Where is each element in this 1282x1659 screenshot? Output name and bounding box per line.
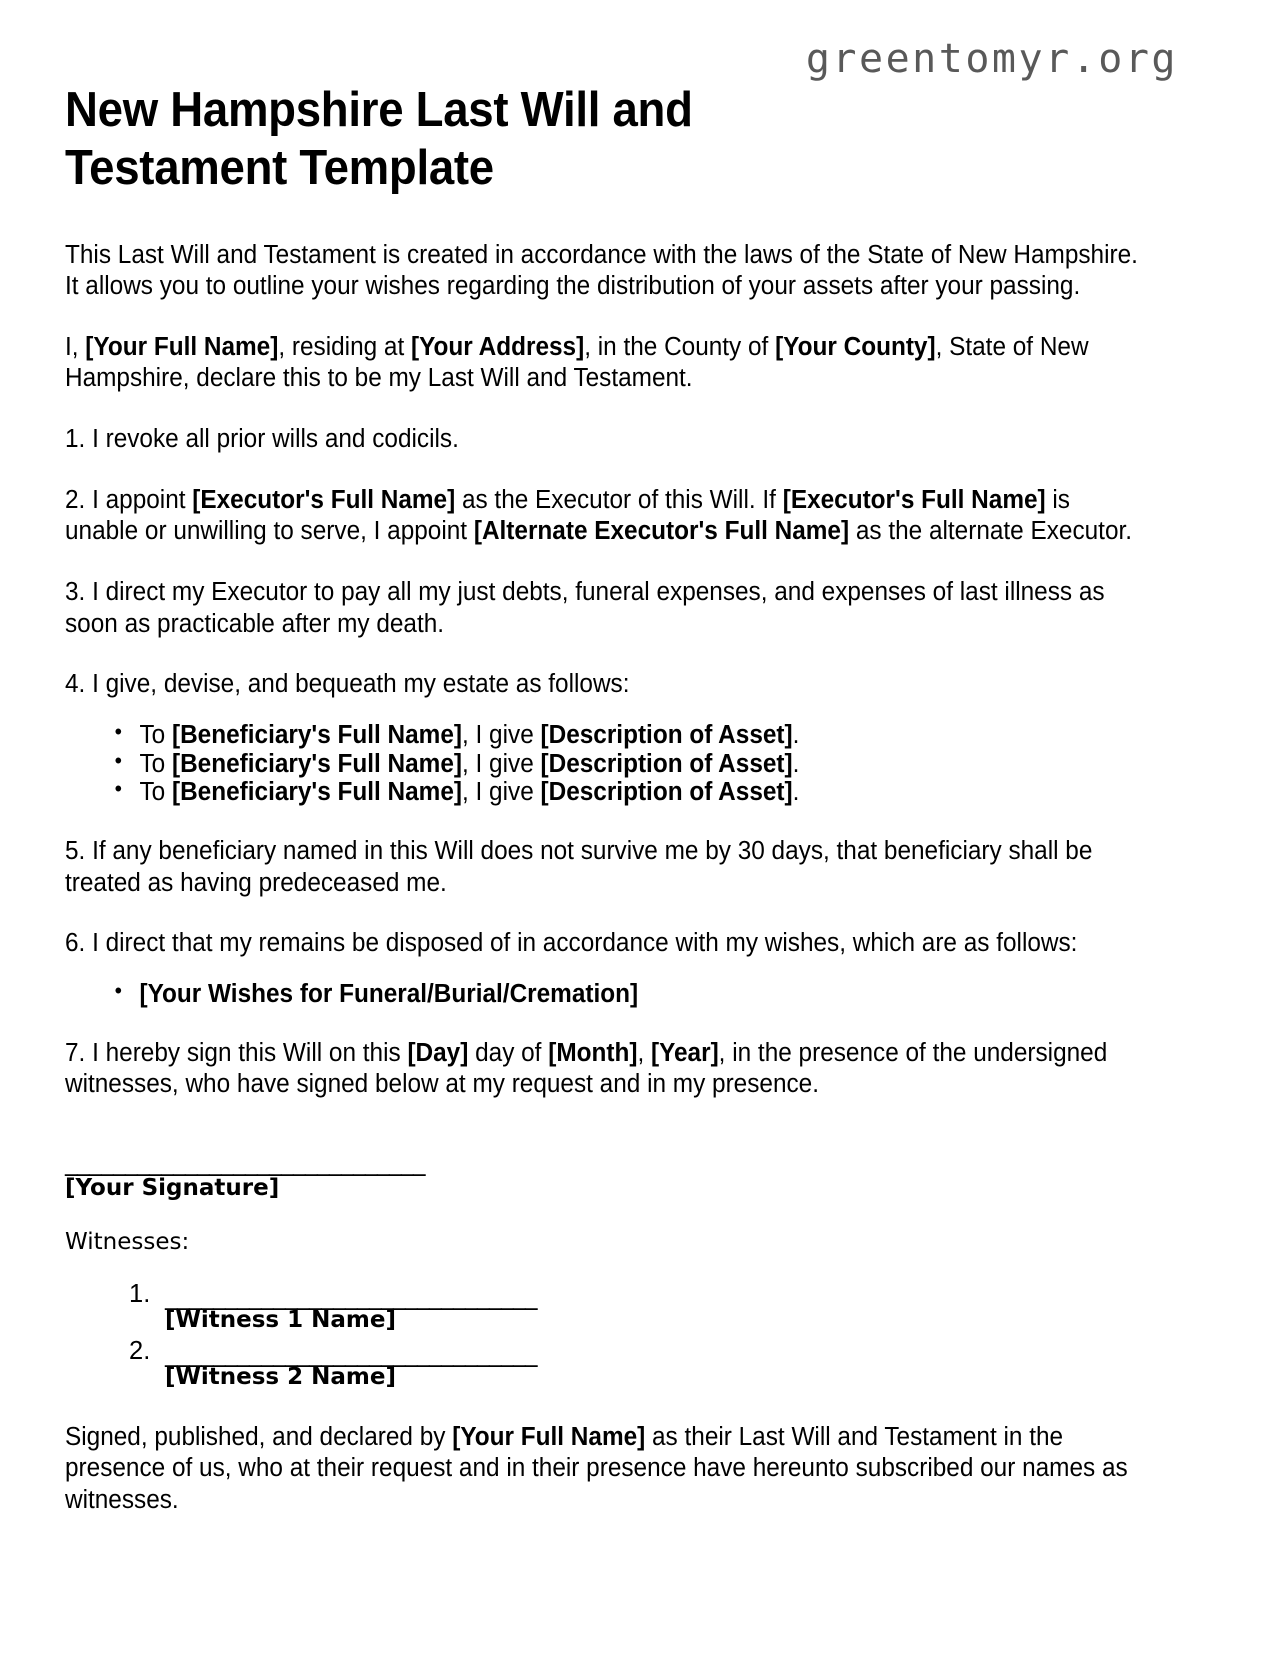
witness-1-name: [Witness 1 Name] [165,1306,396,1333]
list-item [139,750,1142,779]
clause-5: 5. If any beneficiary named in this Will does not survive me by 30 days, that beneficiary shall be treated as having predeceased me. [65,837,1093,897]
placeholder-alternate-executor-full-name: [Alternate Executor's Full Name] [473,517,850,546]
placeholder-day: [Day] [407,1038,469,1067]
clause-7-text-3: , [637,1038,651,1067]
placeholder-beneficiary-full-name: [Beneficiary's Full Name] [171,778,462,807]
placeholder-funeral-wishes: [Your Wishes for Funeral/Burial/Cremation] [139,979,639,1008]
clause-2-text-3: is unable or unwilling to serve, I appoint [65,485,1070,546]
witnesses-heading: Witnesses: [65,1228,190,1255]
clause-7-text-2: day of [468,1038,549,1067]
spacer [65,807,1145,836]
list-item [139,778,1142,807]
signature-label: [Your Signature] [65,1175,280,1202]
spacer [65,899,1145,928]
page-title: New Hampshire Last Will and Testament Template [65,83,693,195]
bequest-suffix: . [792,778,800,807]
witness-signature-list [65,1279,1145,1392]
spacer [65,1203,1145,1229]
bequest-suffix: . [792,720,800,749]
placeholder-your-county: [Your County] [775,332,936,361]
placeholder-beneficiary-full-name: [Beneficiary's Full Name] [171,720,462,749]
attestation-text-2: as their Last Will and Testament in the presence of us, who at their request and in their presence have hereunto subscribed our names as witnesses. [65,1422,1128,1515]
witness-2-name: [Witness 2 Name] [165,1364,396,1391]
bequest-prefix: To [139,778,172,807]
clause-7 [65,1038,1142,1101]
placeholder-your-full-name: [Your Full Name] [85,332,279,361]
placeholder-year: [Year] [650,1038,719,1067]
clause-1: 1. I revoke all prior wills and codicils. [65,425,459,454]
clause-2-text-4: as the alternate Executor. [849,517,1133,546]
declaration-text-3: , in the County of [584,332,776,361]
declaration-text-2: , residing at [278,332,411,361]
bequest-middle: , I give [461,778,541,807]
list-item [139,980,1142,1009]
attestation-text-1: Signed, published, and declared by [65,1422,453,1451]
clause-7-text-1: 7. I hereby sign this Will on this [65,1038,408,1067]
spacer [65,960,1145,980]
bequest-prefix: To [139,720,172,749]
spacer [65,548,1145,577]
clause-3: 3. I direct my Executor to pay all my just debts, funeral expenses, and expenses of last illness as soon as practicable after my death. [65,577,1105,638]
clause-7-text-4: , in the presence of the undersigned witnesses, who have signed below at my request and in my presence. [65,1038,1108,1099]
placeholder-your-address: [Your Address] [410,332,585,361]
placeholder-description-of-asset: [Description of Asset] [540,720,793,749]
spacer [65,1255,1145,1279]
witness-1-line: _______________________________ [165,1280,537,1310]
intro-paragraph: This Last Will and Testament is created in accordance with the laws of the State of New Hampshire. It allows you to outline your wishes regarding the distribution of your assets after your passing. [65,240,1138,301]
clause-2-text-2: as the Executor of this Will. If [455,485,783,514]
placeholder-beneficiary-full-name: [Beneficiary's Full Name] [171,749,462,778]
bequest-middle: , I give [461,749,541,778]
placeholder-your-full-name-2: [Your Full Name] [452,1422,646,1451]
declaration-text-1: I, [65,332,86,361]
bequest-suffix: . [792,749,800,778]
spacer [65,303,1145,332]
clause-2-text-1: 2. I appoint [65,485,193,514]
declaration-text-4: , State of New Hampshire, declare this to be my Last Will and Testament. [65,332,1089,393]
placeholder-description-of-asset: [Description of Asset] [540,778,793,807]
placeholder-month: [Month] [548,1038,638,1067]
wishes-list [65,980,1142,1009]
site-watermark: greentomyr.org [805,36,1178,82]
document-content [65,0,1145,1517]
bequest-list [65,721,1142,807]
spacer [65,395,1145,424]
list-item [165,1336,1145,1392]
spacer [65,701,1145,721]
attestation-paragraph [65,1422,1142,1517]
witness-2-line: _______________________________ [165,1338,537,1368]
bequest-prefix: To [139,749,172,778]
spacer [65,640,1145,669]
clause-6: 6. I direct that my remains be disposed of in accordance with my wishes, which are as follows: [65,929,1078,958]
clause-4: 4. I give, devise, and bequeath my estate as follows: [65,670,630,699]
list-item [165,1279,1145,1335]
signature-line: ______________________________ [65,1147,425,1177]
spacer [65,1101,1145,1149]
spacer [65,1394,1145,1422]
placeholder-executor-full-name: [Executor's Full Name] [192,485,456,514]
spacer [65,198,1145,240]
declaration-paragraph [65,332,1142,395]
placeholder-description-of-asset: [Description of Asset] [540,749,793,778]
bequest-middle: , I give [461,720,541,749]
list-item [139,721,1142,750]
spacer [65,1009,1145,1038]
spacer [65,456,1145,485]
clause-2 [65,485,1142,548]
placeholder-executor-full-name-2: [Executor's Full Name] [782,485,1046,514]
